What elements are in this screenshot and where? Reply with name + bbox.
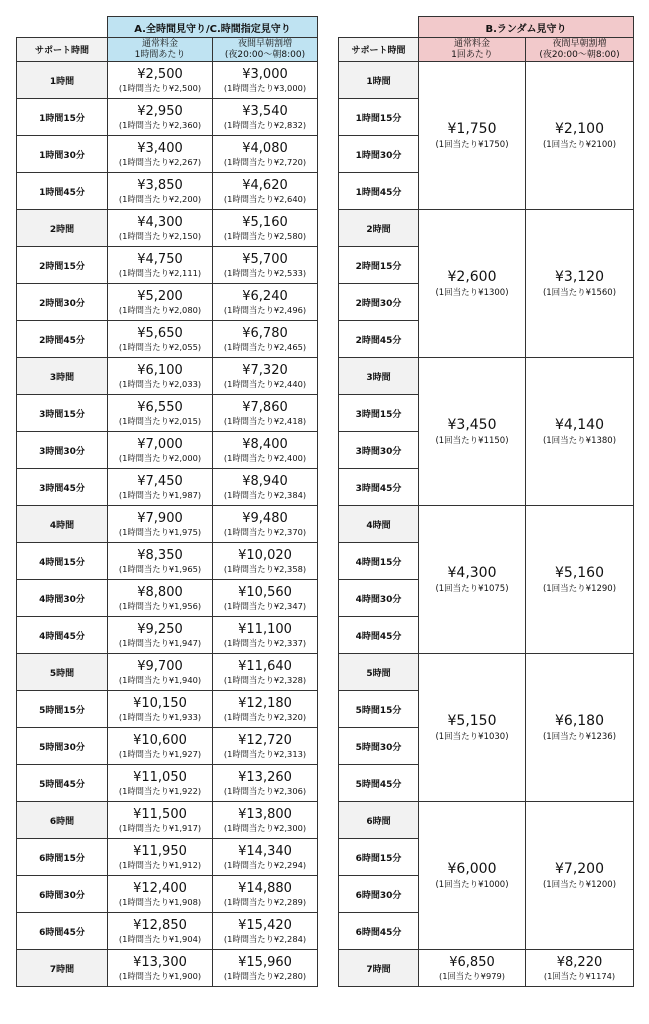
normal-price-cell [108, 617, 213, 654]
support-time-label: 1時間30分 [339, 136, 419, 173]
support-time-label: 5時間15分 [339, 691, 419, 728]
normal-price-cell [108, 580, 213, 617]
table-row [339, 802, 634, 839]
price-value: ¥11,050 [133, 769, 187, 785]
price-per-unit: (1回当たり¥1380) [542, 435, 617, 446]
support-time-label: 5時間45分 [17, 765, 108, 802]
price-per-unit: (1回当たり¥1290) [542, 583, 617, 594]
support-time-label: 3時間15分 [17, 395, 108, 432]
table-row [17, 765, 318, 802]
price-value: ¥2,600 [447, 268, 497, 285]
table-row [17, 247, 318, 284]
price-per-unit: (1時間当たり¥2,306) [223, 785, 307, 796]
night-price-cell [213, 913, 318, 950]
night-price-cell [213, 876, 318, 913]
col-header-normal-line1: 通常料金 [141, 38, 178, 49]
price-per-unit: (1時間当たり¥2,640) [223, 193, 307, 204]
price-value: ¥12,180 [238, 695, 292, 711]
support-time-label: 4時間45分 [339, 617, 419, 654]
normal-price-cell [108, 876, 213, 913]
normal-price-cell [108, 395, 213, 432]
table-row [17, 802, 318, 839]
support-time-label: 1時間15分 [17, 99, 108, 136]
price-value: ¥15,960 [238, 954, 292, 970]
support-time-label: 4時間30分 [339, 580, 419, 617]
price-value: ¥12,850 [133, 917, 187, 933]
price-per-unit: (1回当たり¥1150) [435, 435, 509, 446]
price-value: ¥5,200 [137, 288, 183, 304]
night-price-cell [526, 358, 634, 506]
price-per-unit: (1時間当たり¥2,440) [223, 378, 307, 389]
price-value: ¥5,700 [242, 251, 288, 267]
table-row [339, 210, 634, 247]
table-row [17, 876, 318, 913]
support-time-label: 5時間45分 [339, 765, 419, 802]
support-time-label: 6時間45分 [339, 913, 419, 950]
support-time-label: 3時間30分 [17, 432, 108, 469]
price-per-unit: (1回当たり¥1030) [435, 731, 509, 742]
table-row [17, 839, 318, 876]
table-row [17, 617, 318, 654]
price-table-random [338, 16, 634, 987]
night-price-cell [213, 506, 318, 543]
price-value: ¥2,950 [137, 103, 183, 119]
price-per-unit: (1時間当たり¥2,000) [118, 452, 202, 463]
col-header-support-time: サポート時間 [17, 38, 108, 62]
normal-price-cell [108, 506, 213, 543]
price-value: ¥8,350 [137, 547, 183, 563]
price-per-unit: (1回当たり¥1560) [542, 287, 617, 298]
support-time-label: 6時間30分 [17, 876, 108, 913]
support-time-label: 3時間45分 [17, 469, 108, 506]
support-time-label: 3時間15分 [339, 395, 419, 432]
col-header-night-line2: (夜20:00〜朝8:00) [224, 49, 306, 60]
price-value: ¥6,000 [447, 860, 497, 877]
night-price-cell [213, 432, 318, 469]
price-per-unit: (1回当たり¥1000) [435, 879, 509, 890]
price-per-unit: (1回当たり¥1075) [435, 583, 509, 594]
price-value: ¥4,080 [242, 140, 288, 156]
price-value: ¥5,650 [137, 325, 183, 341]
support-time-label: 6時間15分 [339, 839, 419, 876]
price-per-unit: (1時間当たり¥2,358) [223, 563, 307, 574]
col-header-normal-line2: 1回あたり [451, 49, 493, 60]
normal-price-cell [108, 62, 213, 99]
price-per-unit: (1時間当たり¥1,908) [118, 896, 202, 907]
price-value: ¥8,940 [242, 473, 288, 489]
price-per-unit: (1時間当たり¥2,080) [118, 304, 202, 315]
price-per-unit: (1時間当たり¥1,956) [118, 600, 202, 611]
price-per-unit: (1回当たり¥1174) [543, 970, 616, 981]
table-row [339, 950, 634, 987]
table-row [17, 62, 318, 99]
table-row [17, 210, 318, 247]
price-per-unit: (1時間当たり¥1,927) [118, 748, 202, 759]
price-per-unit: (1時間当たり¥2,111) [118, 267, 202, 278]
price-value: ¥7,450 [137, 473, 183, 489]
table-row [339, 358, 634, 395]
price-table-full-time [16, 16, 318, 987]
support-time-label: 1時間 [339, 62, 419, 99]
support-time-label: 5時間 [339, 654, 419, 691]
table-row [17, 543, 318, 580]
support-time-label: 3時間45分 [339, 469, 419, 506]
support-time-label: 4時間30分 [17, 580, 108, 617]
night-price-cell [213, 284, 318, 321]
price-value: ¥4,140 [555, 416, 604, 433]
table-a-title: A.全時間見守り/C.時間指定見守り [108, 17, 318, 38]
price-per-unit: (1時間当たり¥1,965) [118, 563, 202, 574]
support-time-label: 2時間15分 [17, 247, 108, 284]
normal-price-cell [419, 506, 526, 654]
price-value: ¥7,200 [555, 860, 604, 877]
normal-price-cell [108, 802, 213, 839]
price-value: ¥9,480 [242, 510, 288, 526]
price-per-unit: (1時間当たり¥2,500) [118, 82, 202, 93]
support-time-label: 1時間15分 [339, 99, 419, 136]
table-row [17, 654, 318, 691]
price-per-unit: (1時間当たり¥2,832) [223, 119, 307, 130]
normal-price-cell [108, 284, 213, 321]
price-per-unit: (1時間当たり¥1,912) [118, 859, 202, 870]
price-per-unit: (1時間当たり¥2,055) [118, 341, 202, 352]
support-time-label: 2時間45分 [17, 321, 108, 358]
price-value: ¥14,340 [238, 843, 292, 859]
normal-price-cell [419, 950, 526, 987]
normal-price-cell [108, 765, 213, 802]
price-value: ¥7,000 [137, 436, 183, 452]
night-price-cell [213, 691, 318, 728]
price-value: ¥4,300 [137, 214, 183, 230]
price-per-unit: (1時間当たり¥2,496) [223, 304, 307, 315]
price-per-unit: (1時間当たり¥2,280) [223, 970, 307, 981]
price-per-unit: (1回当たり¥1200) [542, 879, 617, 890]
night-price-cell [526, 802, 634, 950]
price-per-unit: (1時間当たり¥1,987) [118, 489, 202, 500]
price-per-unit: (1時間当たり¥2,400) [223, 452, 307, 463]
price-value: ¥12,720 [238, 732, 292, 748]
normal-price-cell [108, 247, 213, 284]
price-per-unit: (1時間当たり¥2,320) [223, 711, 307, 722]
price-value: ¥7,900 [137, 510, 183, 526]
col-header-night-line1: 夜間早朝割増 [238, 38, 293, 49]
price-value: ¥8,400 [242, 436, 288, 452]
support-time-label: 6時間 [17, 802, 108, 839]
col-header-normal [108, 38, 213, 62]
table-row [17, 469, 318, 506]
night-price-cell [213, 728, 318, 765]
table-row [17, 728, 318, 765]
night-price-cell [213, 654, 318, 691]
night-price-cell [213, 802, 318, 839]
normal-price-cell [108, 321, 213, 358]
night-price-cell [213, 950, 318, 987]
price-per-unit: (1時間当たり¥2,418) [223, 415, 307, 426]
table-row [17, 358, 318, 395]
normal-price-cell [108, 469, 213, 506]
support-time-label: 6時間30分 [339, 876, 419, 913]
normal-price-cell [108, 691, 213, 728]
price-per-unit: (1時間当たり¥2,720) [223, 156, 307, 167]
support-time-label: 2時間15分 [339, 247, 419, 284]
support-time-label: 4時間15分 [17, 543, 108, 580]
price-value: ¥6,240 [242, 288, 288, 304]
table-row [17, 506, 318, 543]
price-value: ¥11,950 [133, 843, 187, 859]
support-time-label: 2時間 [339, 210, 419, 247]
table-row [17, 284, 318, 321]
price-value: ¥12,400 [133, 880, 187, 896]
night-price-cell [526, 654, 634, 802]
support-time-label: 6時間15分 [17, 839, 108, 876]
price-value: ¥4,300 [447, 564, 497, 581]
price-value: ¥9,700 [137, 658, 183, 674]
normal-price-cell [108, 136, 213, 173]
price-value: ¥3,850 [137, 177, 183, 193]
night-price-cell [213, 543, 318, 580]
price-per-unit: (1時間当たり¥2,533) [223, 267, 307, 278]
price-per-unit: (1時間当たり¥2,465) [223, 341, 307, 352]
support-time-label: 7時間 [339, 950, 419, 987]
price-per-unit: (1時間当たり¥2,015) [118, 415, 202, 426]
price-value: ¥6,780 [242, 325, 288, 341]
normal-price-cell [108, 358, 213, 395]
table-row [339, 506, 634, 543]
price-value: ¥3,540 [242, 103, 288, 119]
normal-price-cell [108, 210, 213, 247]
price-per-unit: (1回当たり¥979) [438, 970, 506, 981]
support-time-label: 5時間15分 [17, 691, 108, 728]
normal-price-cell [108, 432, 213, 469]
col-header-support-time: サポート時間 [339, 38, 419, 62]
normal-price-cell [419, 358, 526, 506]
night-price-cell [526, 210, 634, 358]
support-time-label: 3時間30分 [339, 432, 419, 469]
blank-corner [339, 17, 419, 38]
support-time-label: 2時間 [17, 210, 108, 247]
support-time-label: 5時間30分 [17, 728, 108, 765]
price-value: ¥11,100 [238, 621, 292, 637]
table-row [17, 913, 318, 950]
night-price-cell [213, 358, 318, 395]
night-price-cell [526, 62, 634, 210]
price-per-unit: (1回当たり¥1750) [435, 139, 509, 150]
price-value: ¥6,550 [137, 399, 183, 415]
price-value: ¥2,100 [555, 120, 604, 137]
night-price-cell [526, 506, 634, 654]
table-row [17, 136, 318, 173]
price-value: ¥13,260 [238, 769, 292, 785]
night-price-cell [213, 469, 318, 506]
price-value: ¥11,640 [238, 658, 292, 674]
table-row [17, 395, 318, 432]
table-row [17, 691, 318, 728]
support-time-label: 1時間30分 [17, 136, 108, 173]
normal-price-cell [108, 728, 213, 765]
table-row [339, 654, 634, 691]
price-value: ¥7,320 [242, 362, 288, 378]
blank-corner [17, 17, 108, 38]
price-value: ¥4,750 [137, 251, 183, 267]
price-per-unit: (1時間当たり¥2,360) [118, 119, 202, 130]
price-per-unit: (1時間当たり¥2,150) [118, 230, 202, 241]
normal-price-cell [108, 99, 213, 136]
support-time-label: 4時間 [339, 506, 419, 543]
night-price-cell [213, 580, 318, 617]
price-per-unit: (1時間当たり¥2,200) [118, 193, 202, 204]
price-per-unit: (1時間当たり¥1,975) [118, 526, 202, 537]
night-price-cell [213, 62, 318, 99]
price-per-unit: (1時間当たり¥2,328) [223, 674, 307, 685]
price-per-unit: (1時間当たり¥2,033) [118, 378, 202, 389]
support-time-label: 6時間 [339, 802, 419, 839]
col-header-night-line2: (夜20:00〜朝8:00) [539, 49, 620, 60]
support-time-label: 3時間 [17, 358, 108, 395]
price-value: ¥10,020 [238, 547, 292, 563]
price-value: ¥6,850 [449, 954, 495, 970]
price-value: ¥2,500 [137, 66, 183, 82]
night-price-cell [213, 136, 318, 173]
price-value: ¥10,560 [238, 584, 292, 600]
price-per-unit: (1時間当たり¥1,900) [118, 970, 202, 981]
price-per-unit: (1時間当たり¥2,347) [223, 600, 307, 611]
price-value: ¥3,400 [137, 140, 183, 156]
table-row [17, 580, 318, 617]
price-per-unit: (1時間当たり¥1,940) [118, 674, 202, 685]
table-row [17, 321, 318, 358]
table-row [17, 173, 318, 210]
col-header-normal-line2: 1時間あたり [134, 49, 186, 60]
normal-price-cell [108, 950, 213, 987]
normal-price-cell [108, 654, 213, 691]
night-price-cell [213, 210, 318, 247]
price-value: ¥6,180 [555, 712, 604, 729]
normal-price-cell [108, 913, 213, 950]
support-time-label: 2時間30分 [339, 284, 419, 321]
price-value: ¥14,880 [238, 880, 292, 896]
price-per-unit: (1時間当たり¥1,933) [118, 711, 202, 722]
price-per-unit: (1回当たり¥1236) [542, 731, 617, 742]
support-time-label: 5時間 [17, 654, 108, 691]
price-per-unit: (1時間当たり¥2,294) [223, 859, 307, 870]
table-row [17, 950, 318, 987]
night-price-cell [213, 395, 318, 432]
night-price-cell [213, 247, 318, 284]
support-time-label: 4時間 [17, 506, 108, 543]
normal-price-cell [419, 210, 526, 358]
price-value: ¥9,250 [137, 621, 183, 637]
night-price-cell [213, 99, 318, 136]
table-row [339, 62, 634, 99]
price-value: ¥15,420 [238, 917, 292, 933]
price-value: ¥3,000 [242, 66, 288, 82]
price-per-unit: (1時間当たり¥2,284) [223, 933, 307, 944]
support-time-label: 3時間 [339, 358, 419, 395]
normal-price-cell [108, 543, 213, 580]
support-time-label: 4時間45分 [17, 617, 108, 654]
price-per-unit: (1時間当たり¥2,300) [223, 822, 307, 833]
price-value: ¥10,600 [133, 732, 187, 748]
support-time-label: 1時間45分 [339, 173, 419, 210]
price-per-unit: (1時間当たり¥2,384) [223, 489, 307, 500]
price-value: ¥13,300 [133, 954, 187, 970]
price-per-unit: (1時間当たり¥3,000) [223, 82, 307, 93]
price-value: ¥1,750 [447, 120, 497, 137]
night-price-cell [213, 321, 318, 358]
price-per-unit: (1時間当たり¥2,267) [118, 156, 202, 167]
price-per-unit: (1時間当たり¥2,370) [223, 526, 307, 537]
price-per-unit: (1時間当たり¥1,947) [118, 637, 202, 648]
support-time-label: 5時間30分 [339, 728, 419, 765]
night-price-cell [213, 617, 318, 654]
price-value: ¥13,800 [238, 806, 292, 822]
col-header-night [213, 38, 318, 62]
support-time-label: 6時間45分 [17, 913, 108, 950]
price-per-unit: (1回当たり¥1300) [435, 287, 509, 298]
support-time-label: 2時間45分 [339, 321, 419, 358]
price-value: ¥8,800 [137, 584, 183, 600]
price-value: ¥10,150 [133, 695, 187, 711]
night-price-cell [526, 950, 634, 987]
table-b-title: B.ランダム見守り [419, 17, 634, 38]
night-price-cell [213, 765, 318, 802]
price-value: ¥11,500 [133, 806, 187, 822]
support-time-label: 1時間 [17, 62, 108, 99]
support-time-label: 4時間15分 [339, 543, 419, 580]
price-per-unit: (1時間当たり¥1,922) [118, 785, 202, 796]
night-price-cell [213, 173, 318, 210]
price-per-unit: (1時間当たり¥2,337) [223, 637, 307, 648]
col-header-normal-line1: 通常料金 [453, 38, 490, 49]
price-per-unit: (1時間当たり¥1,917) [118, 822, 202, 833]
support-time-label: 7時間 [17, 950, 108, 987]
price-per-unit: (1時間当たり¥2,580) [223, 230, 307, 241]
price-value: ¥8,220 [556, 954, 603, 970]
col-header-night-line1: 夜間早朝割増 [552, 38, 607, 49]
price-per-unit: (1回当たり¥2100) [542, 139, 617, 150]
col-header-normal [419, 38, 526, 62]
support-time-label: 2時間30分 [17, 284, 108, 321]
table-row [17, 99, 318, 136]
price-value: ¥3,120 [555, 268, 604, 285]
price-per-unit: (1時間当たり¥2,313) [223, 748, 307, 759]
price-per-unit: (1時間当たり¥1,904) [118, 933, 202, 944]
normal-price-cell [419, 62, 526, 210]
normal-price-cell [419, 802, 526, 950]
price-value: ¥4,620 [242, 177, 288, 193]
normal-price-cell [108, 173, 213, 210]
col-header-night [526, 38, 634, 62]
night-price-cell [213, 839, 318, 876]
price-value: ¥6,100 [137, 362, 183, 378]
normal-price-cell [419, 654, 526, 802]
table-row [17, 432, 318, 469]
price-value: ¥5,160 [555, 564, 604, 581]
price-value: ¥7,860 [242, 399, 288, 415]
support-time-label: 1時間45分 [17, 173, 108, 210]
price-value: ¥3,450 [447, 416, 497, 433]
price-value: ¥5,160 [242, 214, 288, 230]
normal-price-cell [108, 839, 213, 876]
price-value: ¥5,150 [447, 712, 497, 729]
price-per-unit: (1時間当たり¥2,289) [223, 896, 307, 907]
